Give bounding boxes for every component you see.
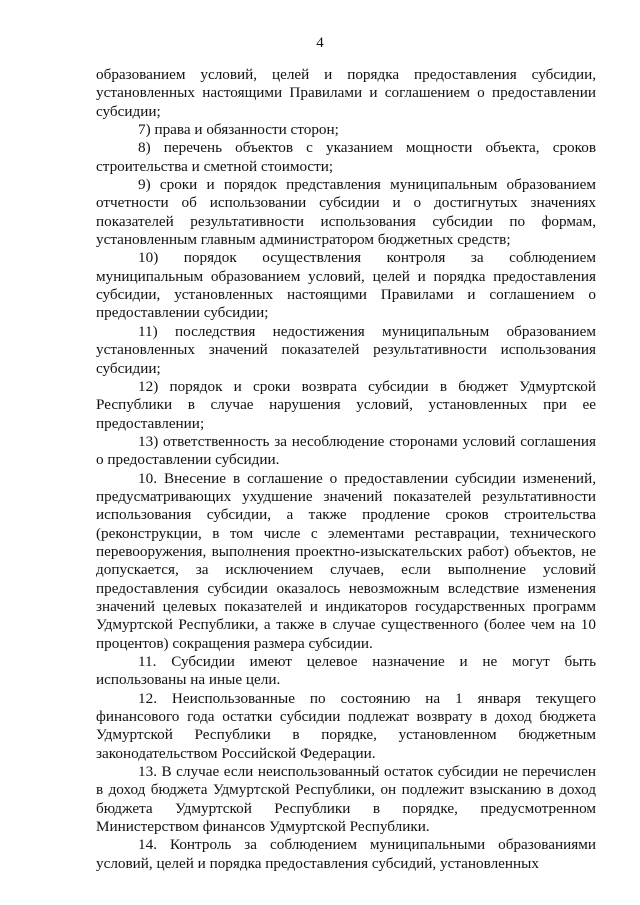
paragraph: 14. Контроль за соблюдением муниципальными образованиями условий, целей и порядка предоставления субсидий, установленных — [96, 836, 596, 872]
paragraph: 8) перечень объектов с указанием мощности объекта, сроков строительства и сметной стоимости; — [96, 139, 596, 175]
paragraph: 9) сроки и порядок представления муниципальным образованием отчетности об использовании субсидии и о достигнутых значениях показателей результативности использования субсидии по формам, установленным главным администратором бюджетных средств; — [96, 176, 596, 249]
paragraph: 10. Внесение в соглашение о предоставлении субсидии изменений, предусматривающих ухудшение значений показателей результативности использования субсидии, а также продление сроков строительства (реконструкции, в том числе с элементами реставрации, технического перевооружения, выполнения проектно-изыскательских работ) объектов, не допускается, за исключением случаев, если выполнение условий предоставления субсидии оказалось невозможным вследствие изменения значений целевых показателей и индикаторов государственных программ Удмуртской Республики, а также в случае существенного (более чем на 10 процентов) сокращения размера субсидии. — [96, 469, 596, 652]
page-number: 4 — [316, 35, 324, 51]
paragraph: 7) права и обязанности сторон; — [138, 121, 339, 139]
document-body — [96, 66, 596, 873]
paragraph: 13) ответственность за несоблюдение сторонами условий соглашения о предоставлении субсидии. — [96, 432, 596, 469]
paragraph: образованием условий, целей и порядка предоставления субсидии, установленных настоящими Правилами и соглашением о предоставлении субсидии; — [96, 66, 596, 120]
paragraph: 13. В случае если неиспользованный остаток субсидии не перечислен в доход бюджета Удмуртской Республики, он подлежит взысканию в доход бюджета Удмуртской Республики в порядке, предусмотренном Министерством финансов Удмуртской Республики. — [96, 763, 596, 836]
paragraph: 11. Субсидии имеют целевое назначение и не могут быть использованы на иные цели. — [96, 653, 596, 689]
paragraph: 11) последствия недостижения муниципальным образованием установленных значений показателей результативности использования субсидии; — [96, 322, 596, 377]
paragraph: 12) порядок и сроки возврата субсидии в бюджет Удмуртской Республики в случае нарушения условий, установленных при ее предоставлении; — [96, 377, 596, 432]
paragraph: 12. Неиспользованные по состоянию на 1 января текущего финансового года остатки субсидии подлежат возврату в доход бюджета Удмуртской Республики в порядке, установленном бюджетным законодательством Российской Федерации. — [96, 689, 596, 762]
paragraph: 10) порядок осуществления контроля за соблюдением муниципальным образованием условий, целей и порядка предоставления субсидии, установленных настоящими Правилами и соглашением о предоставлении субсидии; — [96, 249, 596, 322]
